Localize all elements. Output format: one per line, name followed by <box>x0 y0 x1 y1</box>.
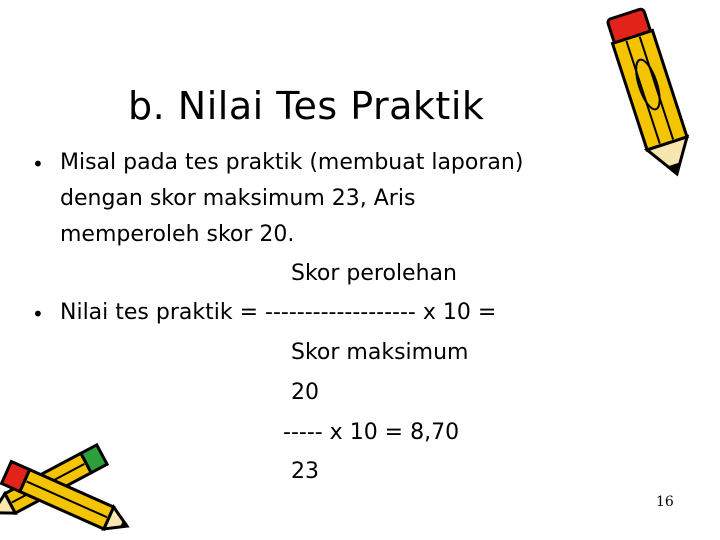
bullet1-line2: dengan skor maksimum 23, Aris <box>60 186 416 211</box>
calc-numerator: 20 <box>291 380 319 405</box>
pencils-icon <box>0 432 140 536</box>
calc-line: ----- x 10 = 8,70 <box>283 420 460 445</box>
calc-denominator: 23 <box>291 459 319 484</box>
slide-title: b. Nilai Tes Praktik <box>128 84 485 128</box>
bullet-marker: • <box>32 152 44 176</box>
formula-denominator: Skor maksimum <box>291 340 469 365</box>
bullet-marker: • <box>32 302 44 326</box>
formula-numerator: Skor perolehan <box>291 261 457 286</box>
formula-line: Nilai tes praktik = ------------------- x 10 = <box>60 300 497 325</box>
pencil-icon <box>596 4 706 184</box>
page-number: 16 <box>656 494 674 510</box>
bullet1-line3: memperoleh skor 20. <box>60 222 295 247</box>
bullet1-line1: Misal pada tes praktik (membuat laporan) <box>60 150 524 175</box>
